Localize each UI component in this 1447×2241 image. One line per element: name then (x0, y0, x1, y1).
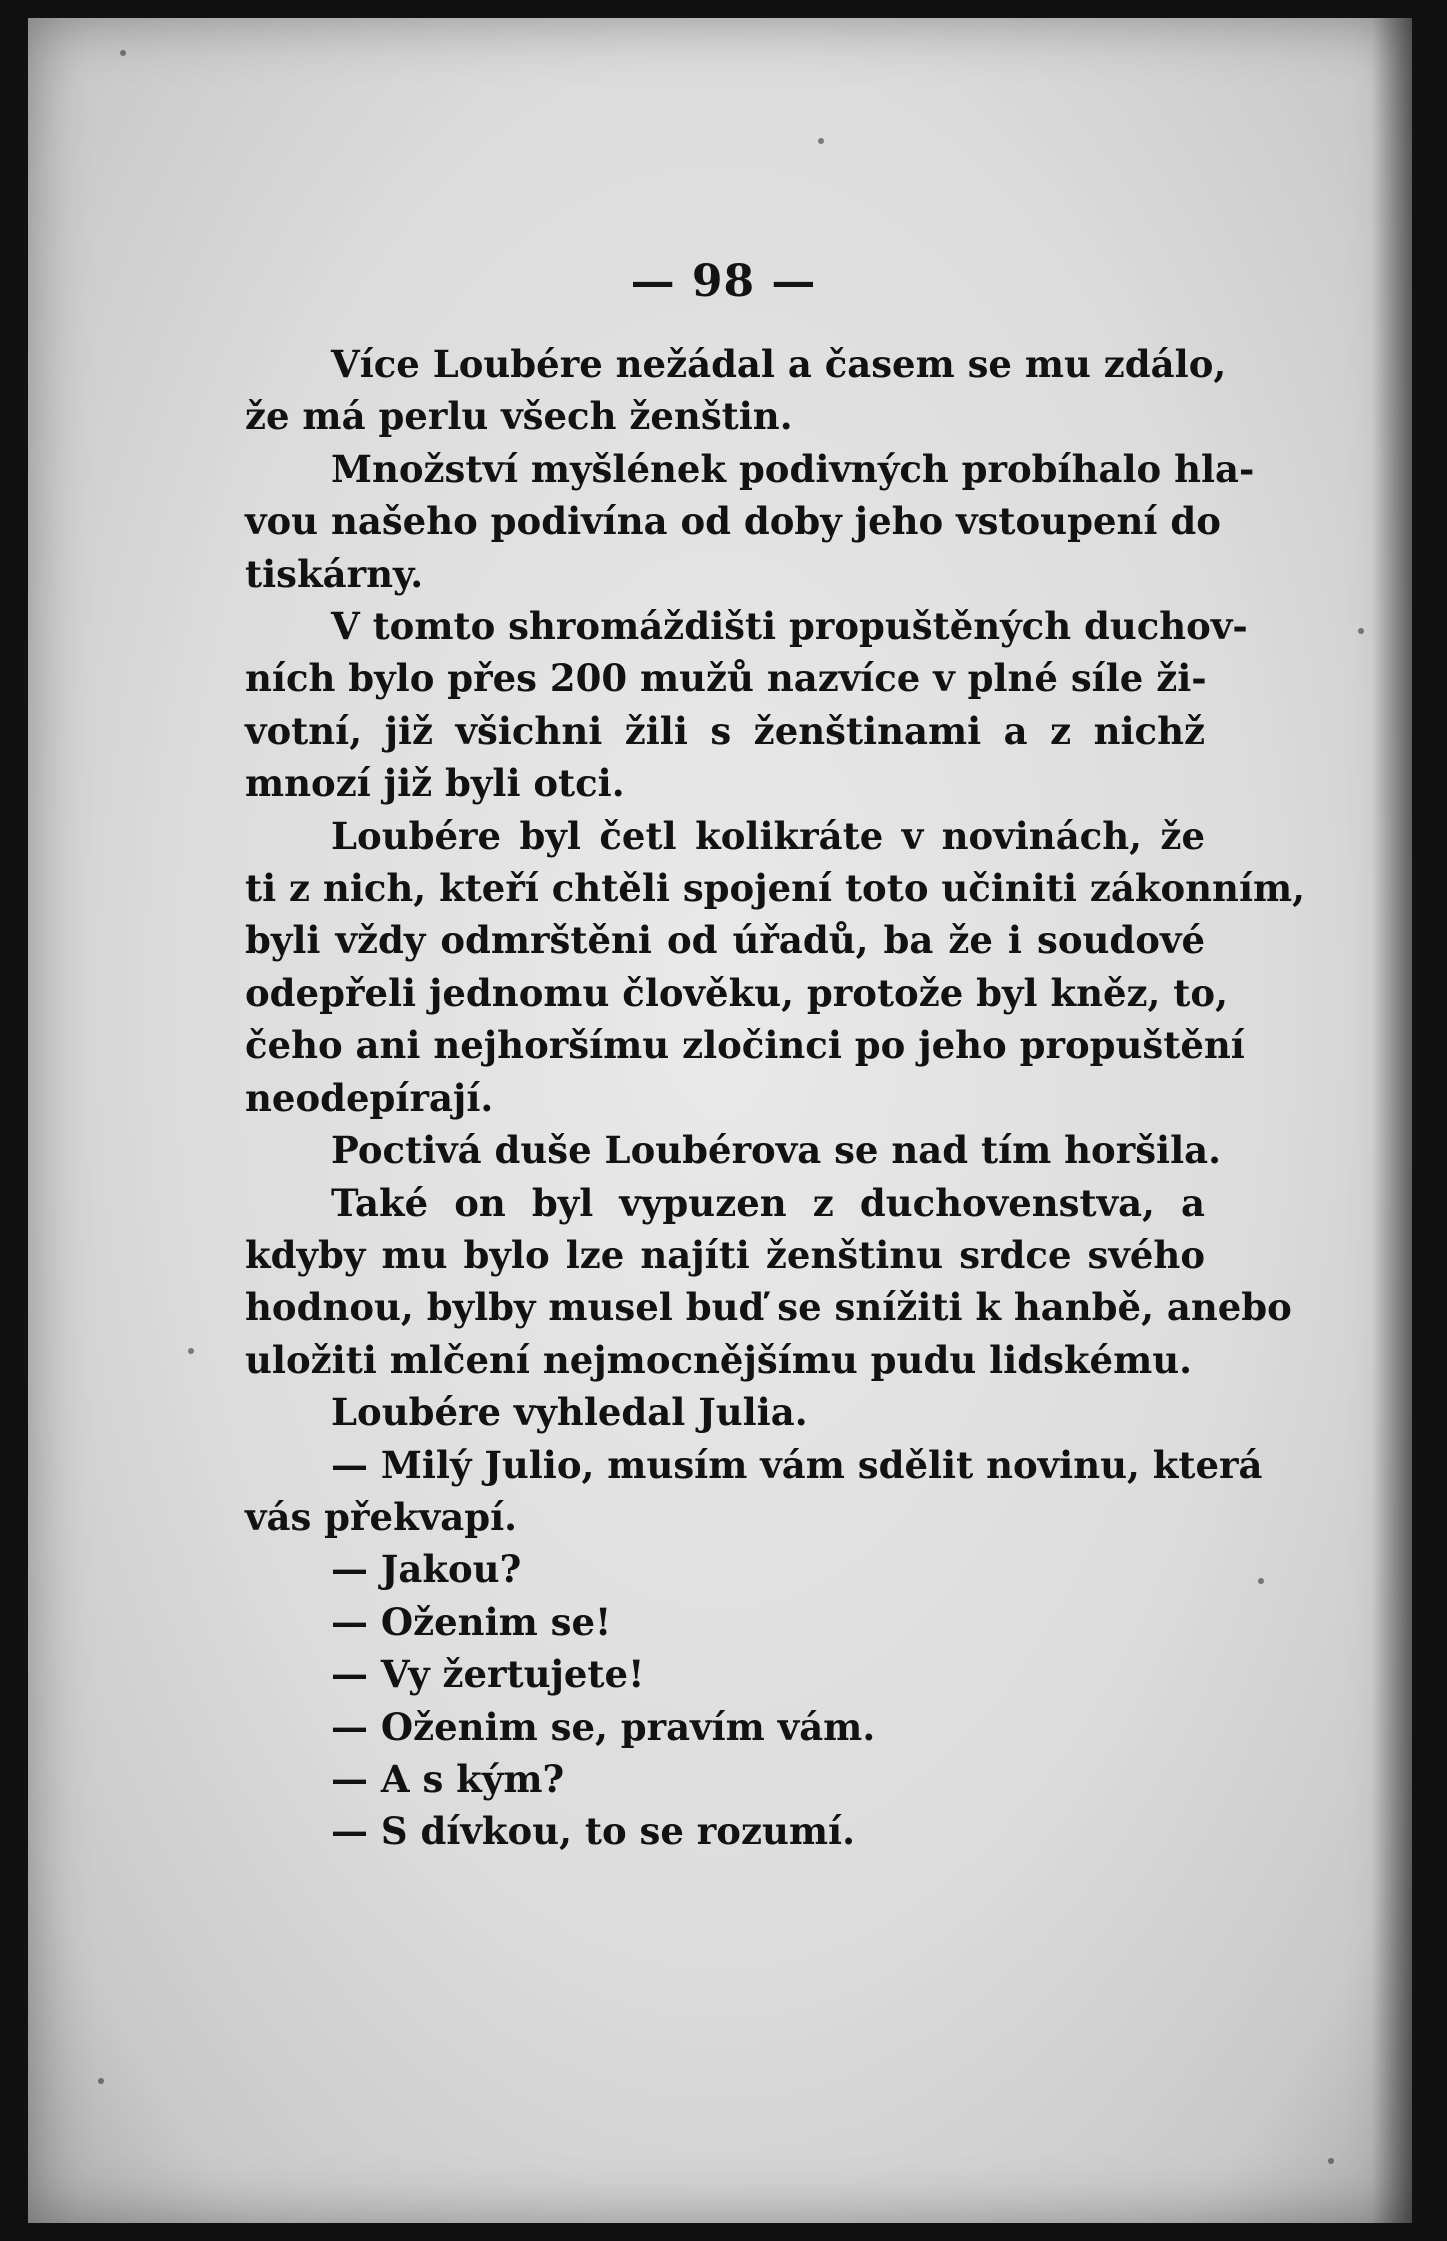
ink-speck (188, 1348, 194, 1354)
text-line: Loubére byl četl kolikráte v novinách, že (331, 813, 1205, 858)
text-line: tiskárny. (245, 551, 424, 596)
text-line: Více Loubére nežádal a časem se mu zdálo, (331, 342, 1227, 386)
text-line: že má perlu všech ženštin. (245, 394, 793, 439)
ink-speck (818, 138, 824, 144)
ink-speck (98, 2078, 104, 2084)
text-line: — A s kým? (331, 1756, 565, 1801)
text-line: uložiti mlčení nejmocnějšímu pudu lidskému. (245, 1337, 1193, 1382)
text-line: — S dívkou, to se rozumí. (331, 1809, 855, 1854)
ink-speck (120, 50, 126, 56)
text-line: byli vždy odmrštěni od úřadů, ba že i soudové (245, 918, 1205, 963)
text-line: vás překvapí. (245, 1494, 518, 1539)
ink-speck (1328, 2158, 1334, 2164)
text-line: vou našeho podivína od doby jeho vstoupení do (245, 499, 1221, 544)
text-line: hodnou, bylby musel buď se snížiti k hanbě, anebo (245, 1285, 1292, 1330)
text-line: ti z nich, kteří chtěli spojení toto učiniti zákonním, (245, 866, 1306, 911)
text-line: — Vy žertujete! (331, 1652, 645, 1697)
page-number: — 98 — (630, 256, 817, 307)
text-line: V tomto shromáždišti propuštěných duchov- (331, 604, 1248, 649)
ink-speck (1358, 628, 1364, 634)
text-line: mnozí již byli otci. (245, 761, 625, 806)
text-line: odepřeli jednomu člověku, protože byl kněz, to, (245, 970, 1228, 1015)
text-line: ních bylo přes 200 mužů nazvíce v plné síle ži- (245, 656, 1207, 701)
text-line: Množství myšlének podivných probíhalo hla- (331, 446, 1255, 491)
text-line: — Milý Julio, musím vám sdělit novinu, která (331, 1442, 1263, 1487)
text-line: kdyby mu bylo lze najíti ženštinu srdce svého (245, 1232, 1205, 1277)
text-line: Loubére vyhledal Julia. (331, 1390, 808, 1435)
text-line: Také on byl vypuzen z duchovenstva, a (331, 1180, 1205, 1225)
text-line: neodepírají. (245, 1075, 494, 1120)
body-text (245, 338, 1306, 1858)
text-line: Poctivá duše Loubérova se nad tím horšila. (331, 1128, 1222, 1173)
text-line: — Oženim se! (331, 1599, 612, 1644)
text-line: votní, již všichni žili s ženštinami a z nichž (245, 708, 1205, 753)
text-line: čeho ani nejhoršímu zločinci po jeho propuštění (245, 1023, 1245, 1068)
text-line: — Jakou? (331, 1547, 522, 1592)
spine-shadow (1372, 18, 1412, 2223)
ink-speck (1258, 1578, 1264, 1584)
text-line: — Oženim se, pravím vám. (331, 1704, 876, 1749)
